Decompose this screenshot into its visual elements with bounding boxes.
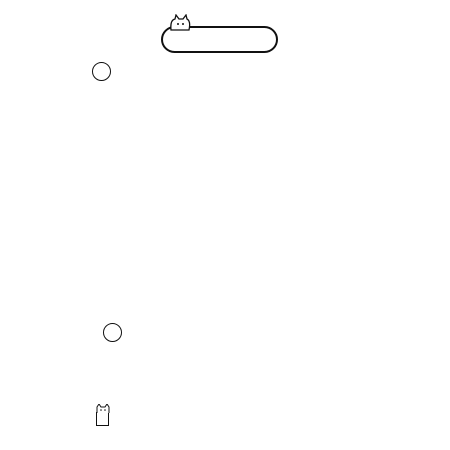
cat-face-icon (95, 404, 111, 413)
page-number (96, 412, 109, 426)
